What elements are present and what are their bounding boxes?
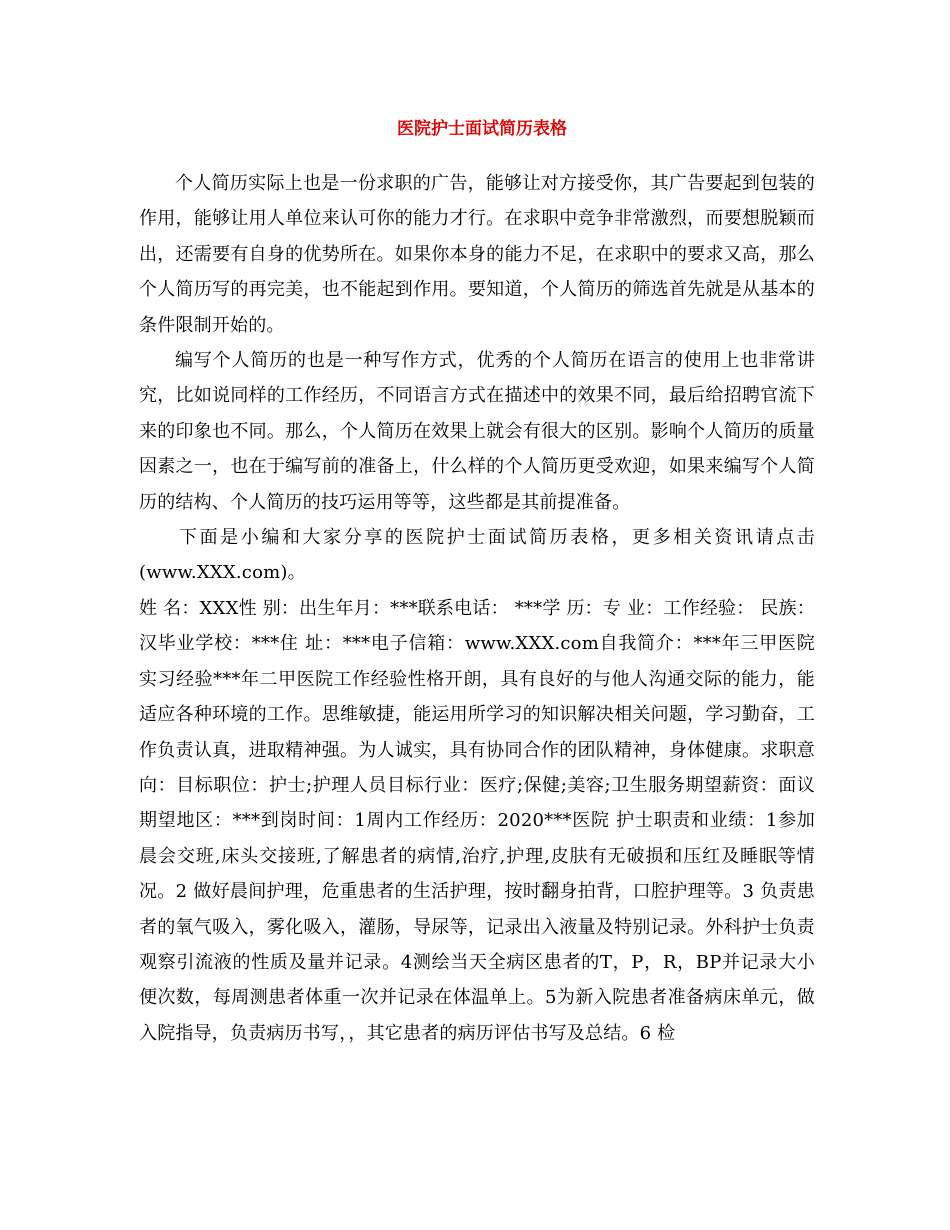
paragraph-share: 下面是小编和大家分享的医院护士面试简历表格，更多相关资讯请点击(www.XXX.com)。 [139,527,815,584]
paragraph-writing: 编写个人简历的也是一种写作方式，优秀的个人简历在语言的使用上也非常讲究，比如说同样的工作经历，不同语言方式在描述中的效果不同，最后给招聘官流下来的印象也不同。那么，个人简历在效果上就会有很大的区别。影响个人简历的质量因素之一，也在于编写前的准备上，什么样的个人简历更受欢迎，如果来编写个人简历的结构、个人简历的技巧运用等等，这些都是其前提准备。 [139,350,815,513]
paragraph-intro: 个人简历实际上也是一份求职的广告，能够让对方接受你，其广告要起到包装的作用，能够让用人单位来认可你的能力才行。在求职中竞争非常激烈，而要想脱颖而出，还需要有自身的优势所在。如果你本身的能力不足，在求职中的要求又高，那么个人简历写的再完美，也不能起到作用。要知道，个人简历的筛选首先就是从基本的条件限制开始的。 [139,173,815,336]
paragraph-resume-body: 姓 名：XXX性 别：出生年月：***联系电话： ***学 历：专 业：工作经验： 民族：汉毕业学校：***住 址：***电子信箱：www.XXX.com自我简介：***年三甲医院实习经验***年二甲医院工作经验性格开朗，具有良好的与他人沟通交际的能力，能适应各种环境的工作。思维敏捷，能运用所学习的知识解决相关问题，学习勤奋，工作负责认真，进取精神强。为人诚实，具有协同合作的团队精神，身体健康。求职意向：目标职位：护士;护理人员目标行业：医疗;保健;美容;卫生服务期望薪资：面议期望地区：***到岗时间：1周内工作经历：2020***医院 护士职责和业绩：1参加晨会交班,床头交接班,了解患者的病情,治疗,护理,皮肤有无破损和压红及睡眠等情况。2 做好晨间护理，危重患者的生活护理，按时翻身拍背，口腔护理等。3 负责患者的氧气吸入，雾化吸入，灌肠，导尿等，记录出入液量及特别记录。外科护士负责观察引流液的性质及量并记录。4测绘当天全病区患者的T，P，R，BP并记录大小便次数，每周测患者体重一次并记录在体温单上。5为新入院患者准备病床单元，做入院指导，负责病历书写，，其它患者的病历评估书写及总结。6 检 [139,597,815,1044]
document-page [139,118,815,1051]
document-title: 医院护士面试简历表格 [397,119,567,139]
